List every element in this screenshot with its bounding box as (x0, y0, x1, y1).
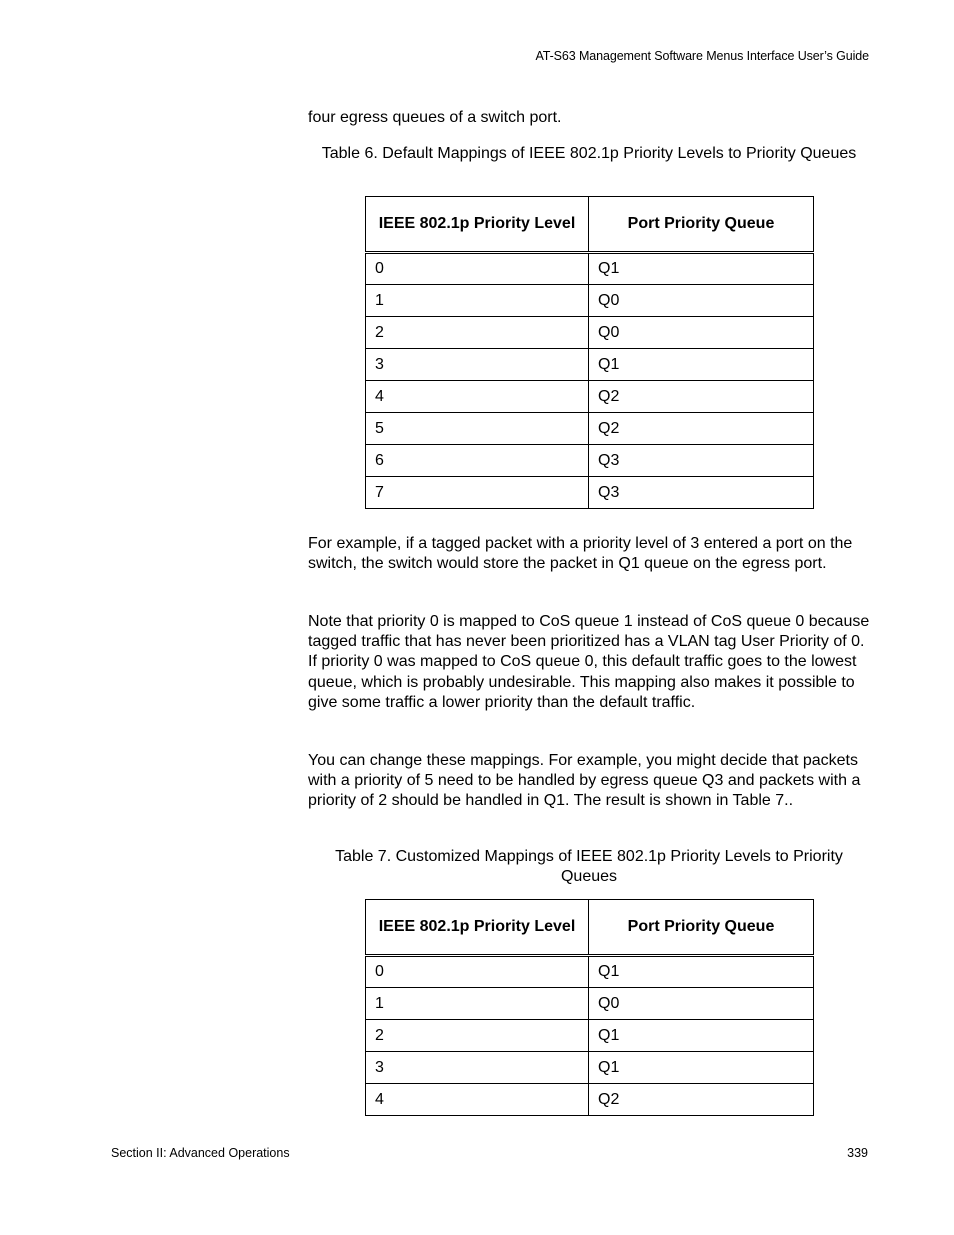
table-row (366, 253, 814, 285)
priority-level-cell: 1 (366, 988, 589, 1020)
priority-level-cell: 0 (366, 253, 589, 285)
table-row (366, 1020, 814, 1052)
note-paragraph: Note that priority 0 is mapped to CoS queue 1 instead of CoS queue 0 because tagged traffic that has never been prioritized has a VLAN tag User Priority of 0. If priority 0 was mapped to CoS queue 0, this default traffic goes to the lowest queue, which is probably undesirable. This mapping also makes it possible to give some traffic a lower priority than the default traffic. (308, 613, 870, 711)
priority-level-cell: 0 (366, 956, 589, 988)
priority-level-cell: 2 (366, 317, 589, 349)
priority-level-cell: 4 (366, 1084, 589, 1116)
change-mappings-paragraph: You can change these mappings. For example, you might decide that packets with a priority of 5 need to be handled by egress queue Q3 and packets with a priority of 2 should be handled in Q1. The result is shown in Table 7.. (308, 752, 861, 810)
table6-caption: Table 6. Default Mappings of IEEE 802.1p Priority Levels to Priority Queues (321, 145, 857, 162)
priority-level-cell: 1 (366, 285, 589, 317)
example-paragraph: For example, if a tagged packet with a priority level of 3 entered a port on the switch, the switch would store the packet in Q1 queue on the egress port. (308, 535, 853, 573)
queue-cell: Q2 (589, 413, 814, 445)
queue-cell: Q1 (589, 1052, 814, 1084)
table-row (366, 413, 814, 445)
priority-level-cell: 6 (366, 445, 589, 477)
table-header-row (366, 197, 814, 253)
queue-cell: Q1 (589, 956, 814, 988)
column-header-port-queue: Port Priority Queue (589, 900, 814, 956)
running-header: AT-S63 Management Software Menus Interface User’s Guide (535, 49, 869, 63)
intro-fragment: four egress queues of a switch port. (308, 109, 562, 126)
priority-level-cell: 7 (366, 477, 589, 509)
priority-level-cell: 5 (366, 413, 589, 445)
table-row (366, 317, 814, 349)
table-header-row (366, 900, 814, 956)
table-row (366, 445, 814, 477)
table-row (366, 1052, 814, 1084)
priority-level-cell: 2 (366, 1020, 589, 1052)
queue-cell: Q1 (589, 349, 814, 381)
queue-cell: Q1 (589, 1020, 814, 1052)
queue-cell: Q3 (589, 477, 814, 509)
table7 (365, 899, 814, 1116)
priority-level-cell: 3 (366, 1052, 589, 1084)
priority-level-cell: 3 (366, 349, 589, 381)
table-row (366, 381, 814, 413)
page-number: 339 (847, 1146, 868, 1160)
column-header-priority-level: IEEE 802.1p Priority Level (366, 197, 589, 253)
table-row (366, 1084, 814, 1116)
table-row (366, 349, 814, 381)
queue-cell: Q0 (589, 285, 814, 317)
queue-cell: Q2 (589, 381, 814, 413)
footer-section-title: Section II: Advanced Operations (111, 1146, 290, 1160)
column-header-port-queue: Port Priority Queue (589, 197, 814, 253)
priority-level-cell: 4 (366, 381, 589, 413)
queue-cell: Q1 (589, 253, 814, 285)
table7-caption: Table 7. Customized Mappings of IEEE 802.1p Priority Levels to Priority Queues (335, 848, 843, 886)
queue-cell: Q0 (589, 317, 814, 349)
column-header-priority-level: IEEE 802.1p Priority Level (366, 900, 589, 956)
table6 (365, 196, 814, 509)
table-row (366, 285, 814, 317)
queue-cell: Q2 (589, 1084, 814, 1116)
table-row (366, 956, 814, 988)
queue-cell: Q0 (589, 988, 814, 1020)
table-row (366, 477, 814, 509)
queue-cell: Q3 (589, 445, 814, 477)
table-row (366, 988, 814, 1020)
